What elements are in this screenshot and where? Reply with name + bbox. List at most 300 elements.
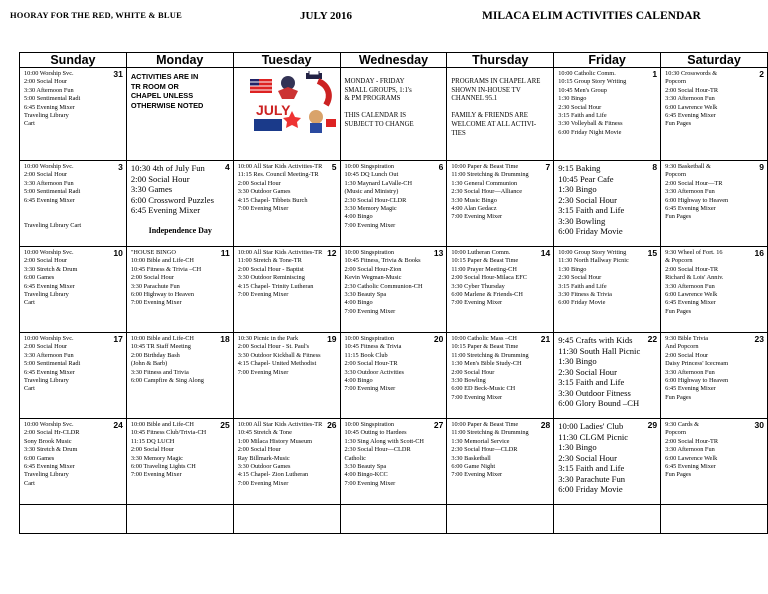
- activity-line: 3:30 Outdoor Kickball & Fitness: [237, 351, 321, 359]
- activity-line: 3:30 Games: [130, 184, 173, 194]
- activity-line: 10:45 Fitness & Trivia –CH: [130, 265, 202, 273]
- activity-line: 3:30 Afternoon Fun: [665, 368, 715, 376]
- activity-line: 7:00 Evening Mixer: [130, 471, 182, 479]
- activity-line: 2:30 Social Hour-CLDR: [344, 196, 407, 204]
- day-number: 22: [647, 334, 658, 344]
- activity-line: 6:00 Glory Bound –CH: [558, 398, 640, 408]
- activity-line: 2:30 Social Hour: [558, 366, 617, 377]
- activity-list: [661, 247, 767, 316]
- activity-line: Traveling Library: [24, 291, 69, 299]
- activity-line: 10:00 Worship Svc.: [24, 335, 74, 342]
- activity-line: 2:00 Social Hour: [24, 343, 68, 351]
- activity-line: 9:15 Baking: [558, 163, 601, 173]
- activity-line: 6:00 Games: [24, 274, 55, 282]
- activity-line: Fun Pages: [665, 213, 692, 221]
- activity-line: 4:15 Chapel- Zion Lutheran: [237, 471, 309, 479]
- activity-line: 4:15 Chapel- Trinity Lutheran: [237, 282, 314, 290]
- activity-line: 11:30 CLGM Picnic: [558, 431, 629, 442]
- activity-line: 11:15 Book Club: [344, 351, 388, 359]
- activity-line: 10:45 Outing to Hardees: [344, 429, 407, 437]
- activity-list: [127, 247, 233, 308]
- activity-line: 3:30 Afternoon Fun: [24, 351, 74, 359]
- activity-line: & Popcorn: [665, 257, 693, 265]
- activity-line: 4:15 Chapel- Tibbets Burch: [237, 196, 308, 204]
- activity-line: 2:00 Social Hour-Zion: [344, 265, 402, 273]
- day-cell: [126, 505, 233, 534]
- activity-list: [447, 247, 553, 308]
- activity-line: 10:00 All Star Kids Activities-TR: [237, 163, 323, 170]
- activity-line: 7:00 Evening Mixer: [344, 307, 396, 315]
- day-number: 7: [545, 162, 551, 172]
- week-row: [20, 505, 768, 534]
- activity-line: 6:00 Highway to Heaven: [665, 377, 729, 385]
- activity-list: [127, 333, 233, 385]
- activity-line: Fun Pages: [665, 471, 692, 479]
- activity-line: 10:00 Ladies' Club: [558, 421, 624, 431]
- activity-line: 10:00 Singspiration: [344, 335, 395, 342]
- activity-line: THIS CALENDAR IS: [344, 112, 407, 120]
- activity-line: 7:00 Evening Mixer: [237, 479, 289, 487]
- activity-line: 3:30 Basketball: [451, 454, 491, 462]
- activity-list: [127, 161, 233, 237]
- day-number: 25: [220, 420, 230, 430]
- activity-line: 3:30 Memory Magic: [130, 454, 183, 462]
- activity-line: 10:00 Bible and Life-CH: [130, 257, 194, 265]
- weekday-monday: Monday: [126, 53, 233, 68]
- activity-list: [234, 333, 340, 377]
- activity-line: 11:00 Stretch & Tone-TR: [237, 257, 302, 265]
- activity-line: WELCOME AT ALL ACTIVI-: [451, 120, 537, 128]
- activity-line: 3:30 Outdoor Activities: [344, 368, 404, 376]
- activity-line: 10:00 Worship Svc.: [24, 163, 74, 170]
- day-number: 28: [540, 420, 551, 430]
- weekday-saturday: Saturday: [661, 53, 768, 68]
- activity-line: 10:00 Singspiration: [344, 421, 395, 428]
- activity-line: 11:30 North Hallway Picnic: [558, 257, 629, 265]
- activity-list: [554, 247, 660, 308]
- activity-line: 10:45 TR Staff Meeting: [130, 343, 191, 351]
- activity-line: [131, 216, 230, 227]
- activity-list: [447, 68, 553, 138]
- header-left: HOORAY FOR THE RED, WHITE & BLUE: [10, 10, 182, 20]
- activity-line: 11:15 Res. Council Meeting-TR: [237, 171, 319, 179]
- day-cell: [20, 161, 127, 247]
- week-row: [20, 419, 768, 505]
- day-cell: [20, 333, 127, 419]
- activity-line: 6:45 Evening Mixer: [24, 282, 75, 290]
- activity-line: 2:00 Social Hour-TR: [665, 437, 719, 445]
- activity-line: Traveling Library: [24, 112, 69, 120]
- activity-line: 11:00 Stretching & Drumming: [451, 351, 529, 359]
- activity-list: [554, 333, 660, 409]
- activity-line: 2:00 Social Hr-CLDR: [24, 429, 80, 437]
- activity-line: Popcorn: [665, 429, 687, 437]
- activity-line: Fun Pages: [665, 120, 692, 128]
- activity-line: 6:00 Lawrence Welk: [665, 454, 718, 462]
- day-cell: [661, 333, 768, 419]
- activity-line: 3:30 Stretch & Drum: [24, 446, 78, 454]
- week-row: [20, 68, 768, 161]
- day-number: 24: [113, 420, 123, 430]
- activity-line: TR ROOM OR: [130, 81, 179, 91]
- activity-line: Ray Billmark-Music: [237, 454, 290, 462]
- activity-line: 6:00 Lawrence Welk: [665, 103, 718, 111]
- activity-list: [554, 419, 660, 495]
- activity-line: 3:30 Memory Magic: [344, 205, 397, 213]
- activity-line: 2:00 Social Hour: [237, 179, 281, 187]
- activity-line: Independence Day: [148, 226, 212, 235]
- day-cell: [126, 333, 233, 419]
- activity-line: 2:00 Social Hour—TR: [665, 179, 723, 187]
- day-cell: [340, 419, 447, 505]
- activity-line: 7:00 Evening Mixer: [344, 221, 396, 229]
- activity-line: 3:30 Afternoon Fun: [665, 446, 715, 454]
- activity-line: "HOUSE BINGO: [130, 249, 176, 256]
- activity-line: 10:45 Fitness Club/Trivia-CH: [130, 429, 207, 437]
- activity-list: [661, 419, 767, 480]
- activity-line: 5:00 Sentimental Radi: [24, 188, 81, 196]
- activity-line: 6:00 Friday Night Movie: [558, 128, 622, 136]
- activity-line: 11:00 Stretching & Drumming: [451, 171, 529, 179]
- activity-line: [451, 104, 549, 113]
- activity-line: 6:45 Evening Mixer: [665, 463, 716, 471]
- activity-line: 3:15 Faith and Life: [558, 205, 625, 215]
- activity-line: 10:45 Pear Cafe: [558, 173, 614, 184]
- day-number: 29: [647, 420, 658, 430]
- activity-line: 9:30 Cards &: [665, 421, 699, 428]
- activity-line: 10:30 Picnic in the Park: [237, 335, 299, 342]
- activity-list: [661, 333, 767, 402]
- activity-line: 7:00 Evening Mixer: [451, 213, 503, 221]
- activity-line: 2:00 Social Hour: [24, 78, 68, 86]
- day-number: 15: [647, 248, 658, 258]
- day-number: 30: [754, 420, 764, 430]
- activity-line: Cart: [24, 385, 35, 393]
- activity-line: PROGRAMS IN CHAPEL ARE: [451, 78, 541, 85]
- day-cell: [126, 161, 233, 247]
- day-number: 13: [433, 248, 444, 258]
- day-number: 19: [327, 334, 337, 344]
- activity-line: (Music and Ministry): [344, 188, 399, 196]
- activity-line: CHANNEL 95.1: [451, 95, 498, 103]
- activity-line: 3:30 Afternoon Fun: [665, 95, 715, 103]
- activity-list: [341, 161, 447, 230]
- activity-list: [20, 247, 126, 308]
- activity-line: 10:30 Crosswords &: [665, 70, 718, 77]
- activity-list: [341, 333, 447, 394]
- activity-line: 10:00 Worship Svc.: [24, 249, 74, 256]
- header-month: JULY 2016: [300, 10, 353, 22]
- day-cell: [554, 161, 661, 247]
- activity-line: 6:00 Friday Movie: [558, 299, 606, 307]
- activity-line: 10:00 Worship Svc.: [24, 70, 74, 77]
- activity-line: 6:45 Evening Mixer: [24, 103, 75, 111]
- activity-line: 3:15 Faith and Life: [558, 112, 607, 120]
- activity-line: 3:30 Afternoon Fun: [24, 86, 74, 94]
- activity-line: Cart: [24, 299, 35, 307]
- weekday-header-row: [20, 53, 768, 68]
- activity-line: 10:45 Men's Group: [558, 86, 607, 94]
- activity-line: 6:00 Campfire & Sing Along: [130, 377, 204, 385]
- weekday-sunday: Sunday: [20, 53, 127, 68]
- activity-line: 3:15 Faith and Life: [558, 463, 625, 473]
- activity-list: [20, 161, 126, 230]
- activity-line: Fun Pages: [665, 393, 692, 401]
- week-row: [20, 161, 768, 247]
- day-cell: [126, 247, 233, 333]
- day-number: 11: [220, 248, 230, 258]
- day-cell: [233, 505, 340, 534]
- activity-line: 7:00 Evening Mixer: [130, 299, 182, 307]
- activity-line: 10:00 Worship Svc.: [24, 421, 74, 428]
- activity-line: 3:30 Cyber Thursday: [451, 282, 505, 290]
- activity-line: 6:45 Evening Mixer: [665, 385, 716, 393]
- activity-list: [447, 419, 553, 480]
- activity-line: 1:30 Bingo: [558, 442, 597, 452]
- activity-line: 10:30 4th of July Fun: [130, 163, 205, 173]
- activity-line: 2:00 Social Hour-TR: [344, 360, 398, 368]
- day-number: 5: [331, 162, 337, 172]
- activity-line: 1:30 Bingo: [558, 184, 597, 194]
- activity-line: [24, 205, 123, 213]
- activity-list: [341, 247, 447, 316]
- activity-list: [234, 161, 340, 213]
- activity-line: 1:30 Bingo: [558, 95, 587, 103]
- activity-line: 3:30 Volleyball & Fitness: [558, 120, 623, 128]
- activity-line: 10:00 Bible and Life-CH: [130, 421, 194, 428]
- day-cell: [340, 247, 447, 333]
- day-number: 2: [759, 69, 764, 79]
- activity-line: 3:30 Fitness and Trivia: [130, 368, 189, 376]
- activity-line: 3:30 Stretch & Drum: [24, 265, 78, 273]
- activity-line: 11:00 Stretching & Drumming: [451, 429, 529, 437]
- activity-line: 6:45 Evening Mixer: [130, 205, 201, 215]
- activity-line: 2:00 Social Hour - St. Paul's: [237, 343, 310, 351]
- activity-list: [127, 68, 233, 110]
- activity-line: 1:30 Maynard LaValle-CH: [344, 179, 413, 187]
- activity-line: 3:30 Music Bingo: [451, 196, 497, 204]
- activity-line: 2:30 Social Hour: [558, 274, 602, 282]
- activity-line: 4:00 Bingo: [344, 377, 373, 385]
- day-number: 17: [113, 334, 123, 344]
- activity-line: 4:00 Bingo: [344, 213, 373, 221]
- activity-line: Daisy Princess' Icecream: [665, 360, 729, 368]
- activity-list: [554, 161, 660, 237]
- activity-line: 1:30 Memorial Service: [451, 437, 510, 445]
- activity-line: 10:00 Lutheran Comm.: [451, 249, 511, 256]
- day-cell: [233, 161, 340, 247]
- day-number: 16: [754, 248, 764, 258]
- activity-line: 10:00 Catholic Comm.: [558, 70, 616, 77]
- day-cell: [661, 505, 768, 534]
- day-number: 31: [113, 69, 123, 79]
- activity-list: [554, 68, 660, 137]
- activity-line: SHOWN IN-HOUSE TV: [451, 86, 521, 94]
- activity-line: TIES: [451, 129, 466, 137]
- day-cell: [233, 247, 340, 333]
- activity-line: 6:45 Evening Mixer: [665, 112, 716, 120]
- weekday-wednesday: Wednesday: [340, 53, 447, 68]
- activity-line: 11:30 South Hall Picnic: [558, 345, 641, 356]
- activity-line: 2:30 Social Hour: [558, 103, 602, 111]
- activity-line: 10:00 All Star Kids Activities-TR: [237, 421, 323, 428]
- activity-line: 10:00 Paper & Beast Time: [451, 421, 519, 428]
- activity-line: 3:30 Parachute Fun: [558, 473, 626, 484]
- activity-line: Cart: [24, 479, 35, 487]
- activity-list: [447, 161, 553, 222]
- activity-line: 3:30 Bowling: [558, 215, 606, 226]
- activity-list: [661, 68, 767, 129]
- activity-line: 2:00 Social Hour: [24, 171, 68, 179]
- activity-line: 10:15 Paper & Beast Time: [451, 343, 519, 351]
- day-cell: [447, 247, 554, 333]
- activity-line: 2:30 Social Hour—Alliance: [451, 188, 523, 196]
- activity-line: 6:45 Evening Mixer: [24, 463, 75, 471]
- day-number: 21: [540, 334, 551, 344]
- activity-line: 10:00 Group Story Writing: [558, 249, 627, 256]
- day-cell: [661, 419, 768, 505]
- activity-line: 10:15 Group Story Writing: [558, 78, 627, 86]
- activity-line: 1:30 Men's Bible Study-CH: [451, 360, 522, 368]
- activity-line: 2:00 Social Hour: [451, 368, 495, 376]
- day-cell: [233, 333, 340, 419]
- activity-line: 3:30 Beauty Spa: [344, 463, 387, 471]
- activity-line: 9:30 Wheel of Fort. 16: [665, 249, 723, 256]
- activity-line: 3:30 Outdoor Games: [237, 188, 291, 196]
- activity-list: [447, 333, 553, 402]
- activity-line: 2:00 Social Hour: [130, 274, 174, 282]
- page-title: MILACA ELIM ACTIVITIES CALENDAR: [482, 10, 701, 22]
- activity-line: 10:45 Fitness, Trivia & Books: [344, 257, 421, 265]
- activity-list: [234, 419, 340, 488]
- activity-line: (John & Barb): [130, 360, 168, 368]
- activity-line: Cart: [24, 120, 35, 128]
- activity-line: 6:00 Lawrence Welk: [665, 291, 718, 299]
- activity-line: 11:15 DQ LUCH: [130, 437, 175, 445]
- activity-list: [234, 247, 340, 299]
- activity-line: 5:00 Sentimental Radi: [24, 360, 81, 368]
- day-number: 4: [224, 162, 230, 172]
- activity-line: 1:30 Sing Along with Scott-CH: [344, 437, 424, 445]
- activity-line: 2:30 Catholic Communion-CH: [344, 282, 423, 290]
- day-cell: [20, 419, 127, 505]
- activity-line: 5:00 Sentimental Radi: [24, 95, 81, 103]
- activity-line: 4:15 Chapel- United Methodist: [237, 360, 317, 368]
- activity-line: 7:00 Evening Mixer: [344, 479, 396, 487]
- activity-line: 2:00 Social Hour: [130, 173, 190, 184]
- activity-line: 6:00 Friday Movie: [558, 484, 623, 494]
- activity-line: 10:45 DQ Lunch Out: [344, 171, 399, 179]
- activity-line: ACTIVITIES ARE IN: [130, 72, 199, 81]
- activity-line: 10:15 Paper & Beast Time: [451, 257, 519, 265]
- day-cell: [554, 333, 661, 419]
- activity-line: SMALL GROUPS, 1:1's: [344, 86, 412, 94]
- activity-line: Popcorn: [665, 171, 687, 179]
- day-cell: [126, 419, 233, 505]
- day-number: 10: [113, 248, 123, 258]
- activity-line: 2:00 Social Hour: [24, 257, 68, 265]
- activity-line: Traveling Library: [24, 377, 69, 385]
- day-number: 6: [438, 162, 444, 172]
- activity-line: 6:45 Evening Mixer: [24, 196, 75, 204]
- activity-line: 6:00 Game Night: [451, 463, 496, 471]
- activity-line: 11:00 Prayer Meeting-CH: [451, 265, 517, 273]
- week-row: [20, 247, 768, 333]
- activity-line: 7:00 Evening Mixer: [237, 291, 289, 299]
- day-cell: [661, 161, 768, 247]
- day-number: 26: [327, 420, 337, 430]
- day-number: 20: [433, 334, 444, 344]
- activity-line: 1:30 General Communion: [451, 179, 518, 187]
- activity-line: 2:30 Social Hour: [558, 452, 617, 463]
- activity-line: 2:30 Social Hour—CLDR: [344, 446, 411, 454]
- activity-line: 9:30 Basketball &: [665, 163, 711, 170]
- activity-line: Traveling Library: [24, 471, 69, 479]
- day-cell: [554, 505, 661, 534]
- day-cell: [447, 419, 554, 505]
- day-cell: [447, 161, 554, 247]
- activity-line: Fun Pages: [665, 307, 692, 315]
- activity-list: [341, 68, 447, 130]
- activity-line: OTHERWISE NOTED: [130, 100, 204, 110]
- activity-line: [24, 213, 123, 221]
- svg-text:JULY: JULY: [255, 102, 291, 118]
- activity-line: Catholic: [344, 454, 366, 462]
- activity-line: 10:45 Fitness & Trivia: [344, 343, 402, 351]
- activity-list: [127, 419, 233, 480]
- activity-line: 10:00 Paper & Beast Time: [451, 163, 519, 170]
- activity-line: 4:00 Alan Gedacz: [451, 205, 497, 213]
- activity-line: 6:00 Marlene & Friends-CH: [451, 291, 523, 299]
- activity-line: 4:00 Bingo: [344, 299, 373, 307]
- activity-line: 2:00 Social Hour-TR: [665, 86, 719, 94]
- activity-line: And Popcorn: [665, 343, 699, 351]
- activity-line: 3:30 Bowling: [451, 377, 486, 385]
- activity-line: 3:30 Beauty Spa: [344, 291, 387, 299]
- activity-line: 6:00 ED Beck-Music CH: [451, 385, 516, 393]
- activity-line: 2:00 Social Hour-Milaca EFC: [451, 274, 527, 282]
- day-cell: [554, 247, 661, 333]
- activity-line: 10:45 Stretch & Tone: [237, 429, 292, 437]
- activity-line: 6:00 Highway to Heaven: [130, 291, 194, 299]
- day-cell: [447, 505, 554, 534]
- july-fourth-clipart-icon: [248, 71, 340, 135]
- activity-line: 1:30 Bingo: [558, 265, 587, 273]
- activity-line: 4:00 Bingo-KCC: [344, 471, 388, 479]
- day-number: 18: [220, 334, 230, 344]
- day-cell: [554, 419, 661, 505]
- activity-line: 10:00 Catholic Mass –CH: [451, 335, 517, 342]
- activity-list: [20, 333, 126, 394]
- activity-line: 3:30 Afternoon Fun: [665, 282, 715, 290]
- day-number: 8: [652, 162, 658, 172]
- activity-line: 7:00 Evening Mixer: [237, 205, 289, 213]
- activity-line: 7:00 Evening Mixer: [344, 385, 396, 393]
- day-cell: [340, 68, 447, 161]
- activity-line: FAMILY & FRIENDS ARE: [451, 112, 528, 120]
- activity-line: 1:30 Bingo: [558, 356, 597, 366]
- activity-line: 1:00 Milaca History Museum: [237, 437, 313, 445]
- activity-line: 2:00 Birthday Bash: [130, 351, 180, 359]
- activity-line: 10:00 All Star Kids Activities-TR: [237, 249, 323, 256]
- activity-line: Traveling Library Cart: [24, 221, 82, 229]
- activity-line: 6:00 Crossword Puzzles: [130, 194, 214, 205]
- activity-line: 6:45 Evening Mixer: [24, 368, 75, 376]
- day-cell: [233, 419, 340, 505]
- day-cell: [661, 247, 768, 333]
- activity-line: 2:00 Social Hour: [237, 446, 281, 454]
- activity-list: [661, 161, 767, 222]
